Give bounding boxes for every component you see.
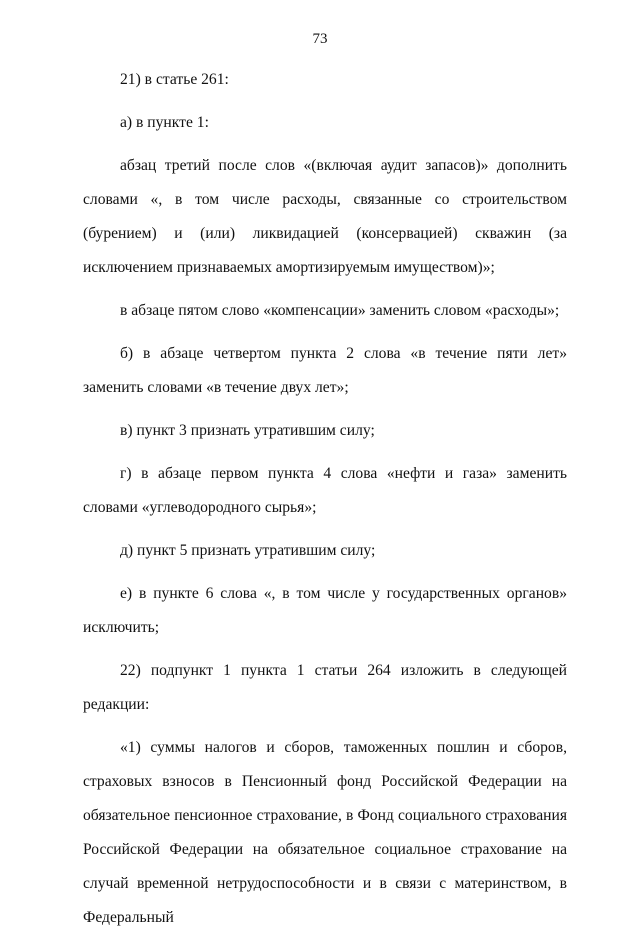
paragraph-item-e: е) в пункте 6 слова «, в том числе у государственных органов» исключить; <box>83 585 567 636</box>
paragraph-item-b: б) в абзаце четвертом пункта 2 слова «в течение пяти лет» заменить словами «в течение двух лет»; <box>83 345 567 396</box>
page-number: 73 <box>312 31 328 47</box>
paragraph-article-264: 22) подпункт 1 пункта 1 статьи 264 изложить в следующей редакции: <box>83 662 567 713</box>
paragraph-abzac-fifth: в абзаце пятом слово «компенсации» заменить словом «расходы»; <box>120 302 560 319</box>
paragraph-item-d: д) пункт 5 признать утратившим силу; <box>120 542 376 559</box>
paragraph-subitem-1: «1) суммы налогов и сборов, таможенных пошлин и сборов, страховых взносов в Пенсионный фонд Российской Федерации на обязательное пенсионное страхование, в Фонд социального страхования Российской Федерации на обязательное социальное страхование на случай временной нетрудоспособности и в связи с материнством, в Федеральный <box>83 739 567 926</box>
paragraph-abzac-third: абзац третий после слов «(включая аудит запасов)» дополнить словами «, в том числе расходы, связанные со строительством (бурением) и (или) ликвидацией (консервацией) скважин (за исключением признаваемых амортизируемым имуществом)»; <box>83 157 567 276</box>
paragraph-item-g: г) в абзаце первом пункта 4 слова «нефти и газа» заменить словами «углеводородного сырья»; <box>83 465 567 516</box>
paragraph-item-a: а) в пункте 1: <box>120 114 209 131</box>
paragraph-article-261: 21) в статье 261: <box>120 71 229 88</box>
document-body <box>83 63 567 944</box>
paragraph-item-v: в) пункт 3 признать утратившим силу; <box>120 422 375 439</box>
